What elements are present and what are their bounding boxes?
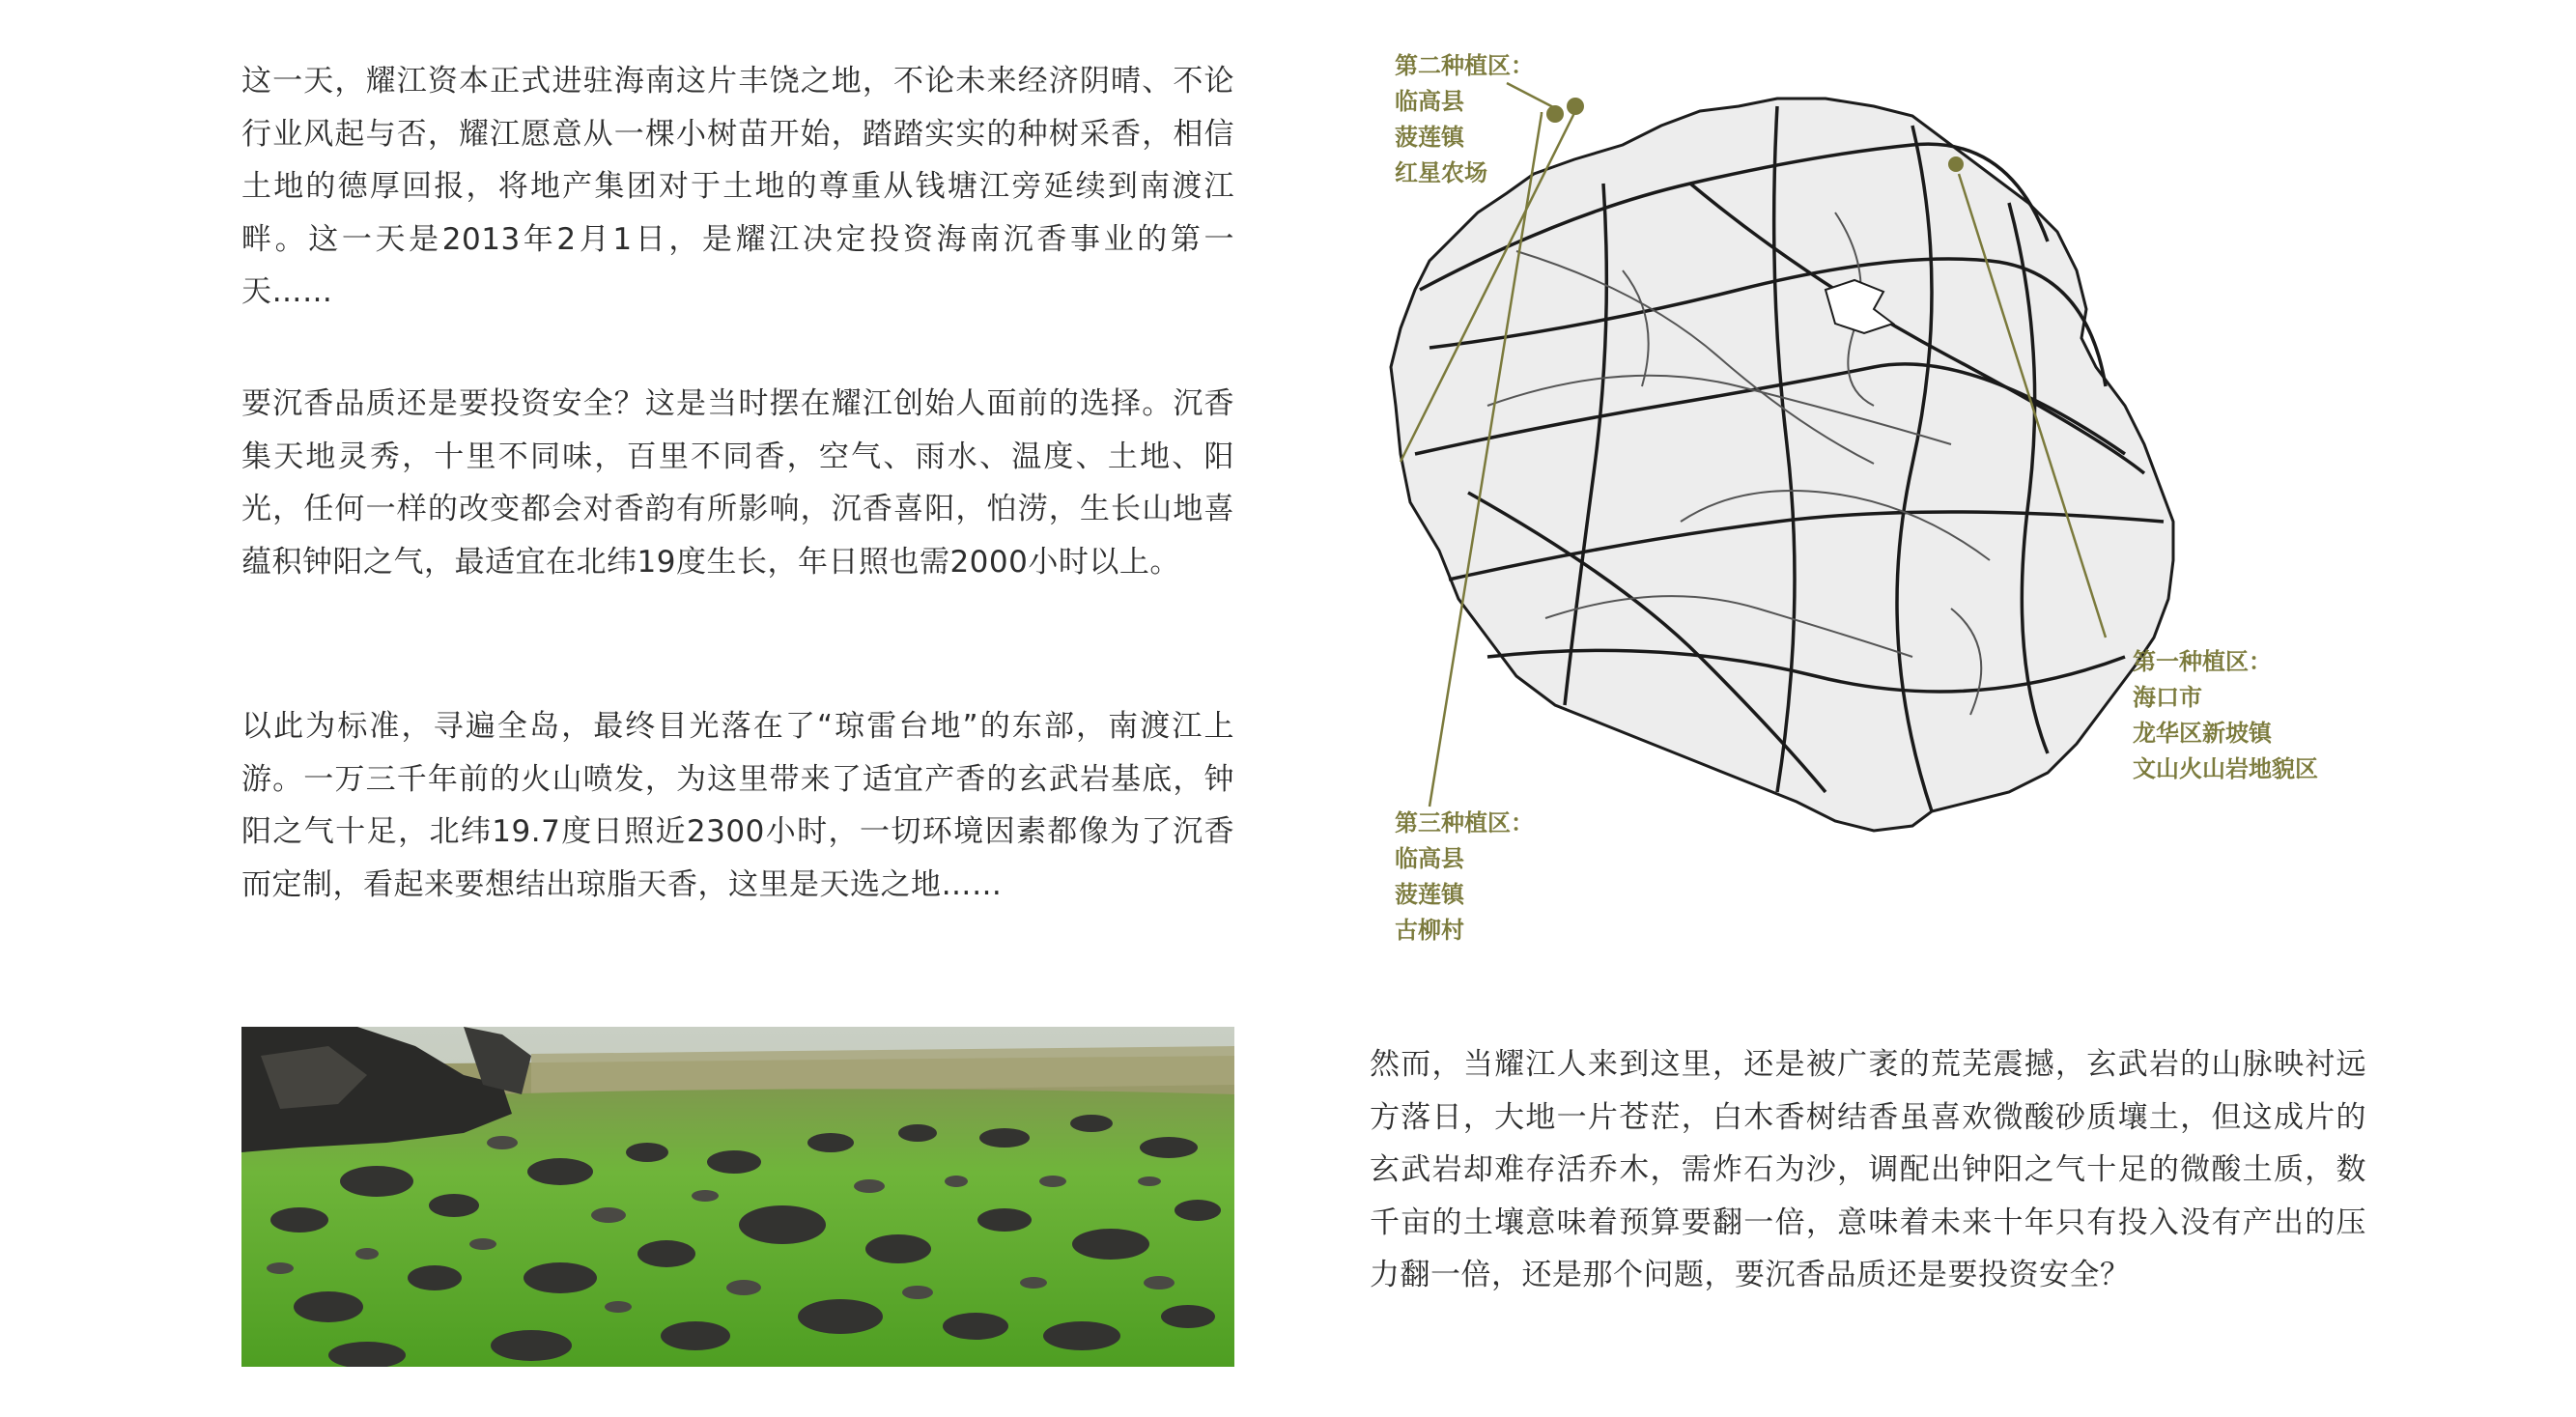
intro-paragraph: 这一天，耀江资本正式进驻海南这片丰饶之地，不论未来经济阴晴、不论行业风起与否，耀江愿意从一棵小树苗开始，踏踏实实的种树采香，相信土地的德厚回报，将地产集团对于土地的尊重从钱塘江旁延续到南渡江畔。这一天是2013年2月1日，是耀江决定投资海南沉香事业的第一天…… [241, 64, 1234, 309]
location-paragraph: 以此为标准，寻遍全岛，最终目光落在了“琼雷台地”的东部，南渡江上游。一万三千年前的火山喷发，为这里带来了适宜产香的玄武岩基底，钟阳之气十足，北纬19.7度日照近2300小时，一切环境因素都像为了沉香而定制，看起来要想结出琼脂天香，这里是天选之地…… [241, 709, 1234, 902]
zone-first-line: 文山火山岩地貌区 [2133, 755, 2318, 782]
zone1-marker [1948, 156, 1964, 172]
island-outline [1391, 99, 2173, 831]
zone-third-line: 临高县 [1395, 845, 1464, 872]
zone-second-line: 临高县 [1395, 88, 1464, 115]
zone-second-line: 红星农场 [1395, 159, 1487, 186]
zone-third-line: 菠莲镇 [1395, 881, 1464, 908]
basalt-field-photo [241, 1027, 1234, 1367]
zone-third-title: 第三种植区： [1395, 809, 1534, 836]
zone-second-label [1395, 48, 1534, 191]
zone2-marker [1567, 98, 1584, 115]
zone3-marker [1546, 105, 1564, 123]
zone-first-title: 第一种植区： [2133, 648, 2272, 675]
zone-third-label [1395, 806, 1534, 949]
zone-second-title: 第二种植区： [1395, 52, 1534, 79]
zone-first-label [2133, 644, 2318, 787]
zone-second-line: 菠莲镇 [1395, 124, 1464, 151]
closing-paragraph: 然而，当耀江人来到这里，还是被广袤的荒芜震撼，玄武岩的山脉映衬远方落日，大地一片苍茫，白木香树结香虽喜欢微酸砂质壤土，但这成片的玄武岩却难存活乔木，需炸石为沙，调配出钟阳之气十足的微酸土质，数千亩的土壤意味着预算要翻一倍，意味着未来十年只有投入没有产出的压力翻一倍，还是那个问题，要沉香品质还是要投资安全？ [1370, 1047, 2366, 1292]
zone-third-line: 古柳村 [1395, 917, 1464, 944]
zone-first-line: 龙华区新坡镇 [2133, 720, 2272, 747]
choice-paragraph: 要沉香品质还是要投资安全？这是当时摆在耀江创始人面前的选择。沉香集天地灵秀，十里不同味，百里不同香，空气、雨水、温度、土地、阳光，任何一样的改变都会对香韵有所影响，沉香喜阳，怕涝，生长山地喜蕴积钟阳之气，最适宜在北纬19度生长，年日照也需2000小时以上。 [241, 386, 1234, 580]
zone-first-line: 海口市 [2133, 684, 2202, 711]
